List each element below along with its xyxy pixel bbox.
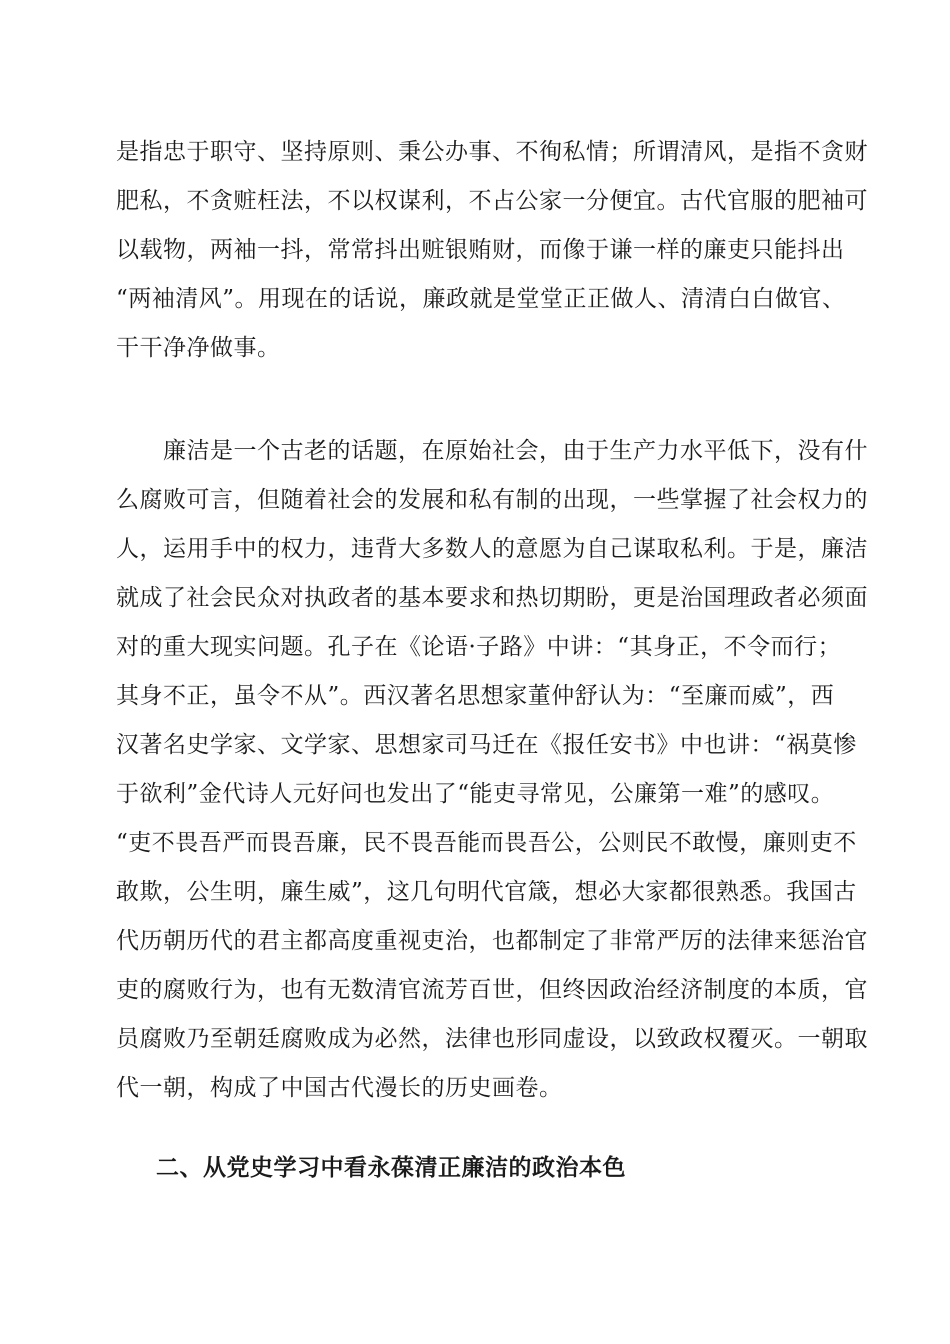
paragraph-line: 么腐败可言，但随着社会的发展和私有制的出现，一些掌握了社会权力的 bbox=[116, 487, 868, 513]
paragraph-line: 其身不正，虽令不从”。西汉著名思想家董仲舒认为：“至廉而威”，西 bbox=[116, 683, 835, 709]
paragraph-line: “两袖清风”。用现在的话说，廉政就是堂堂正正做人、清清白白做官、 bbox=[116, 286, 846, 312]
paragraph-line: 敢欺，公生明，廉生威”，这几句明代官箴，想必大家都很熟悉。我国古 bbox=[116, 879, 857, 905]
paragraph-line: 廉洁是一个古老的话题，在原始社会，由于生产力水平低下，没有什 bbox=[116, 438, 868, 464]
paragraph-line: 代历朝历代的君主都高度重视吏治，也都制定了非常严厉的法律来惩治官 bbox=[116, 928, 868, 954]
paragraph-line: 员腐败乃至朝廷腐败成为必然，法律也形同虚设，以致政权覆灭。一朝取 bbox=[116, 1026, 868, 1052]
paragraph-1 bbox=[116, 128, 868, 373]
paragraph-line: 肥私，不贪赃枉法，不以权谋利，不占公家一分便宜。古代官服的肥袖可 bbox=[116, 188, 868, 214]
paragraph-line: 对的重大现实问题。孔子在《论语·子路》中讲：“其身正，不令而行； bbox=[116, 634, 842, 660]
paragraph-line: 代一朝，构成了中国古代漫长的历史画卷。 bbox=[116, 1075, 563, 1101]
paragraph-line: 汉著名史学家、文学家、思想家司马迁在《报任安书》中也讲：“祸莫惨 bbox=[116, 732, 857, 758]
paragraph-line: 干干净净做事。 bbox=[116, 335, 281, 361]
paragraph-line: 以载物，两袖一抖，常常抖出赃银贿财，而像于谦一样的廉吏只能抖出 bbox=[116, 237, 845, 263]
section-heading: 二、从党史学习中看永葆清正廉洁的政治本色 bbox=[156, 1154, 626, 1181]
paragraph-line: 就成了社会民众对执政者的基本要求和热切期盼，更是治国理政者必须面 bbox=[116, 585, 868, 611]
paragraph-line: 于欲利”金代诗人元好问也发出了“能吏寻常见，公廉第一难”的感叹。 bbox=[116, 781, 835, 807]
paragraph-2 bbox=[116, 427, 868, 1113]
paragraph-line: 是指忠于职守、坚持原则、秉公办事、不徇私情；所谓清风，是指不贪财 bbox=[116, 139, 868, 165]
paragraph-line: “吏不畏吾严而畏吾廉，民不畏吾能而畏吾公，公则民不敢慢，廉则吏不 bbox=[116, 830, 857, 856]
paragraph-line: 吏的腐败行为，也有无数清官流芳百世，但终因政治经济制度的本质，官 bbox=[116, 977, 868, 1003]
paragraph-line: 人，运用手中的权力，违背大多数人的意愿为自己谋取私利。于是，廉洁 bbox=[116, 536, 868, 562]
